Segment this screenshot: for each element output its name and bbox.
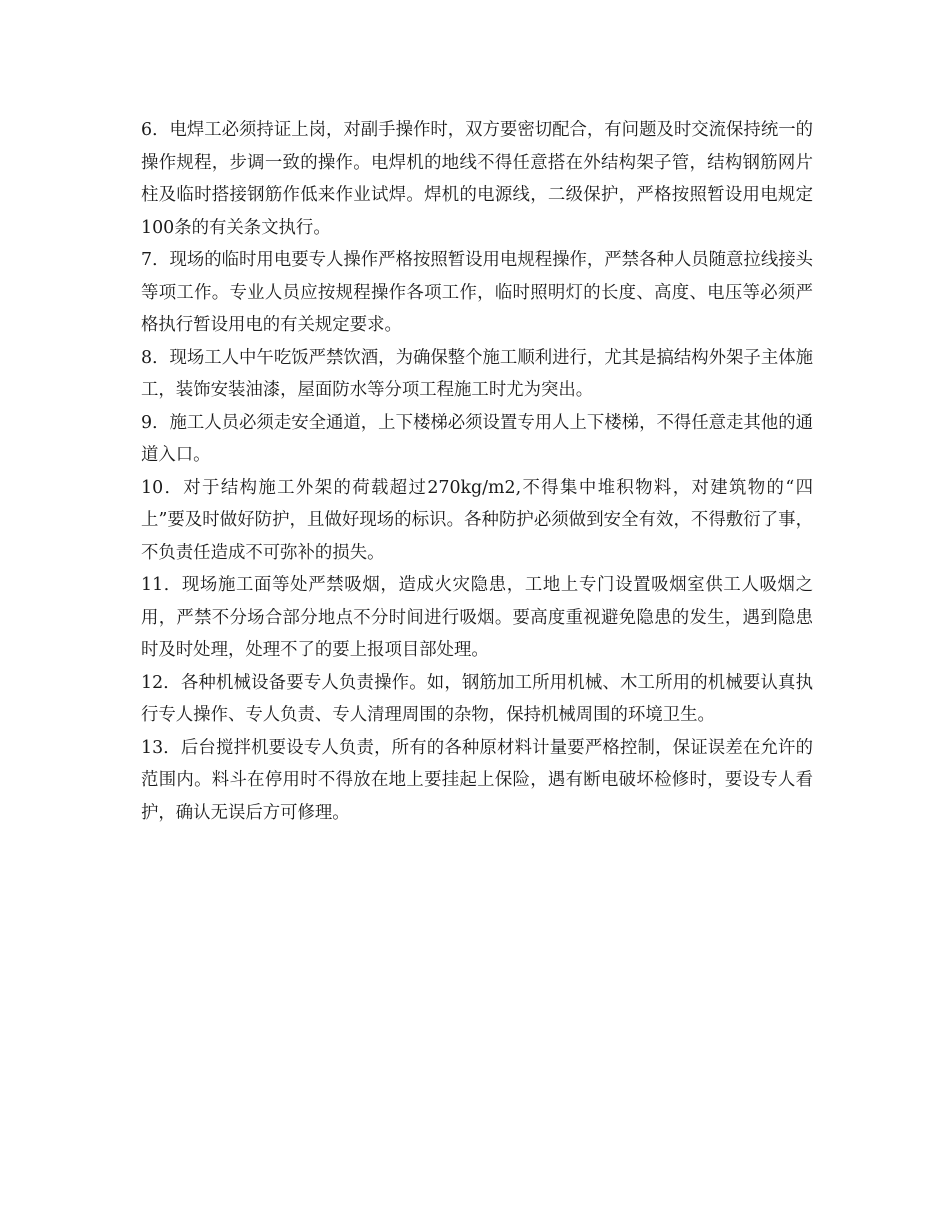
document-body <box>141 114 813 829</box>
paragraph-item-11: 11．现场施工面等处严禁吸烟，造成火灾隐患，工地上专门设置吸烟室供工人吸烟之用，严禁不分场合部分地点不分时间进行吸烟。要高度重视避免隐患的发生，遇到隐患时及时处理，处理不了的要上报项目部处理。 <box>141 575 813 660</box>
paragraph-item-8: 8．现场工人中午吃饭严禁饮酒，为确保整个施工顺利进行，尤其是搞结构外架子主体施工，装饰安装油漆，屋面防水等分项工程施工时尤为突出。 <box>141 347 813 400</box>
paragraph-item-13: 13．后台搅拌机要设专人负责，所有的各种原材料计量要严格控制，保证误差在允许的范围内。料斗在停用时不得放在地上要挂起上保险，遇有断电破坏检修时，要设专人看护，确认无误后方可修理。 <box>141 737 813 823</box>
paragraph-item-12: 12．各种机械设备要专人负责操作。如，钢筋加工所用机械、木工所用的机械要认真执行专人操作、专人负责、专人清理周围的杂物，保持机械周围的环境卫生。 <box>141 672 813 725</box>
paragraph-item-7: 7．现场的临时用电要专人操作严格按照暂设用电规程操作，严禁各种人员随意拉线接头等项工作。专业人员应按规程操作各项工作，临时照明灯的长度、高度、电压等必须严格执行暂设用电的有关规定要求。 <box>141 250 813 335</box>
paragraph-item-9: 9．施工人员必须走安全通道，上下楼梯必须设置专用人上下楼梯，不得任意走其他的通道入口。 <box>141 412 813 465</box>
paragraph-item-6: 6．电焊工必须持证上岗，对副手操作时，双方要密切配合，有问题及时交流保持统一的操作规程，步调一致的操作。电焊机的地线不得任意搭在外结构架子管，结构钢筋网片柱及临时搭接钢筋作低来作业试焊。焊机的电源线，二级保护，严格按照暂设用电规定100条的有关条文执行。 <box>141 120 813 238</box>
paragraph-item-10: 10．对于结构施工外架的荷载超过270kg/m2,不得集中堆积物料，对建筑物的“四上”要及时做好防护，且做好现场的标识。各种防护必须做到安全有效，不得敷衍了事，不负责任造成不可弥补的损失。 <box>141 477 813 563</box>
